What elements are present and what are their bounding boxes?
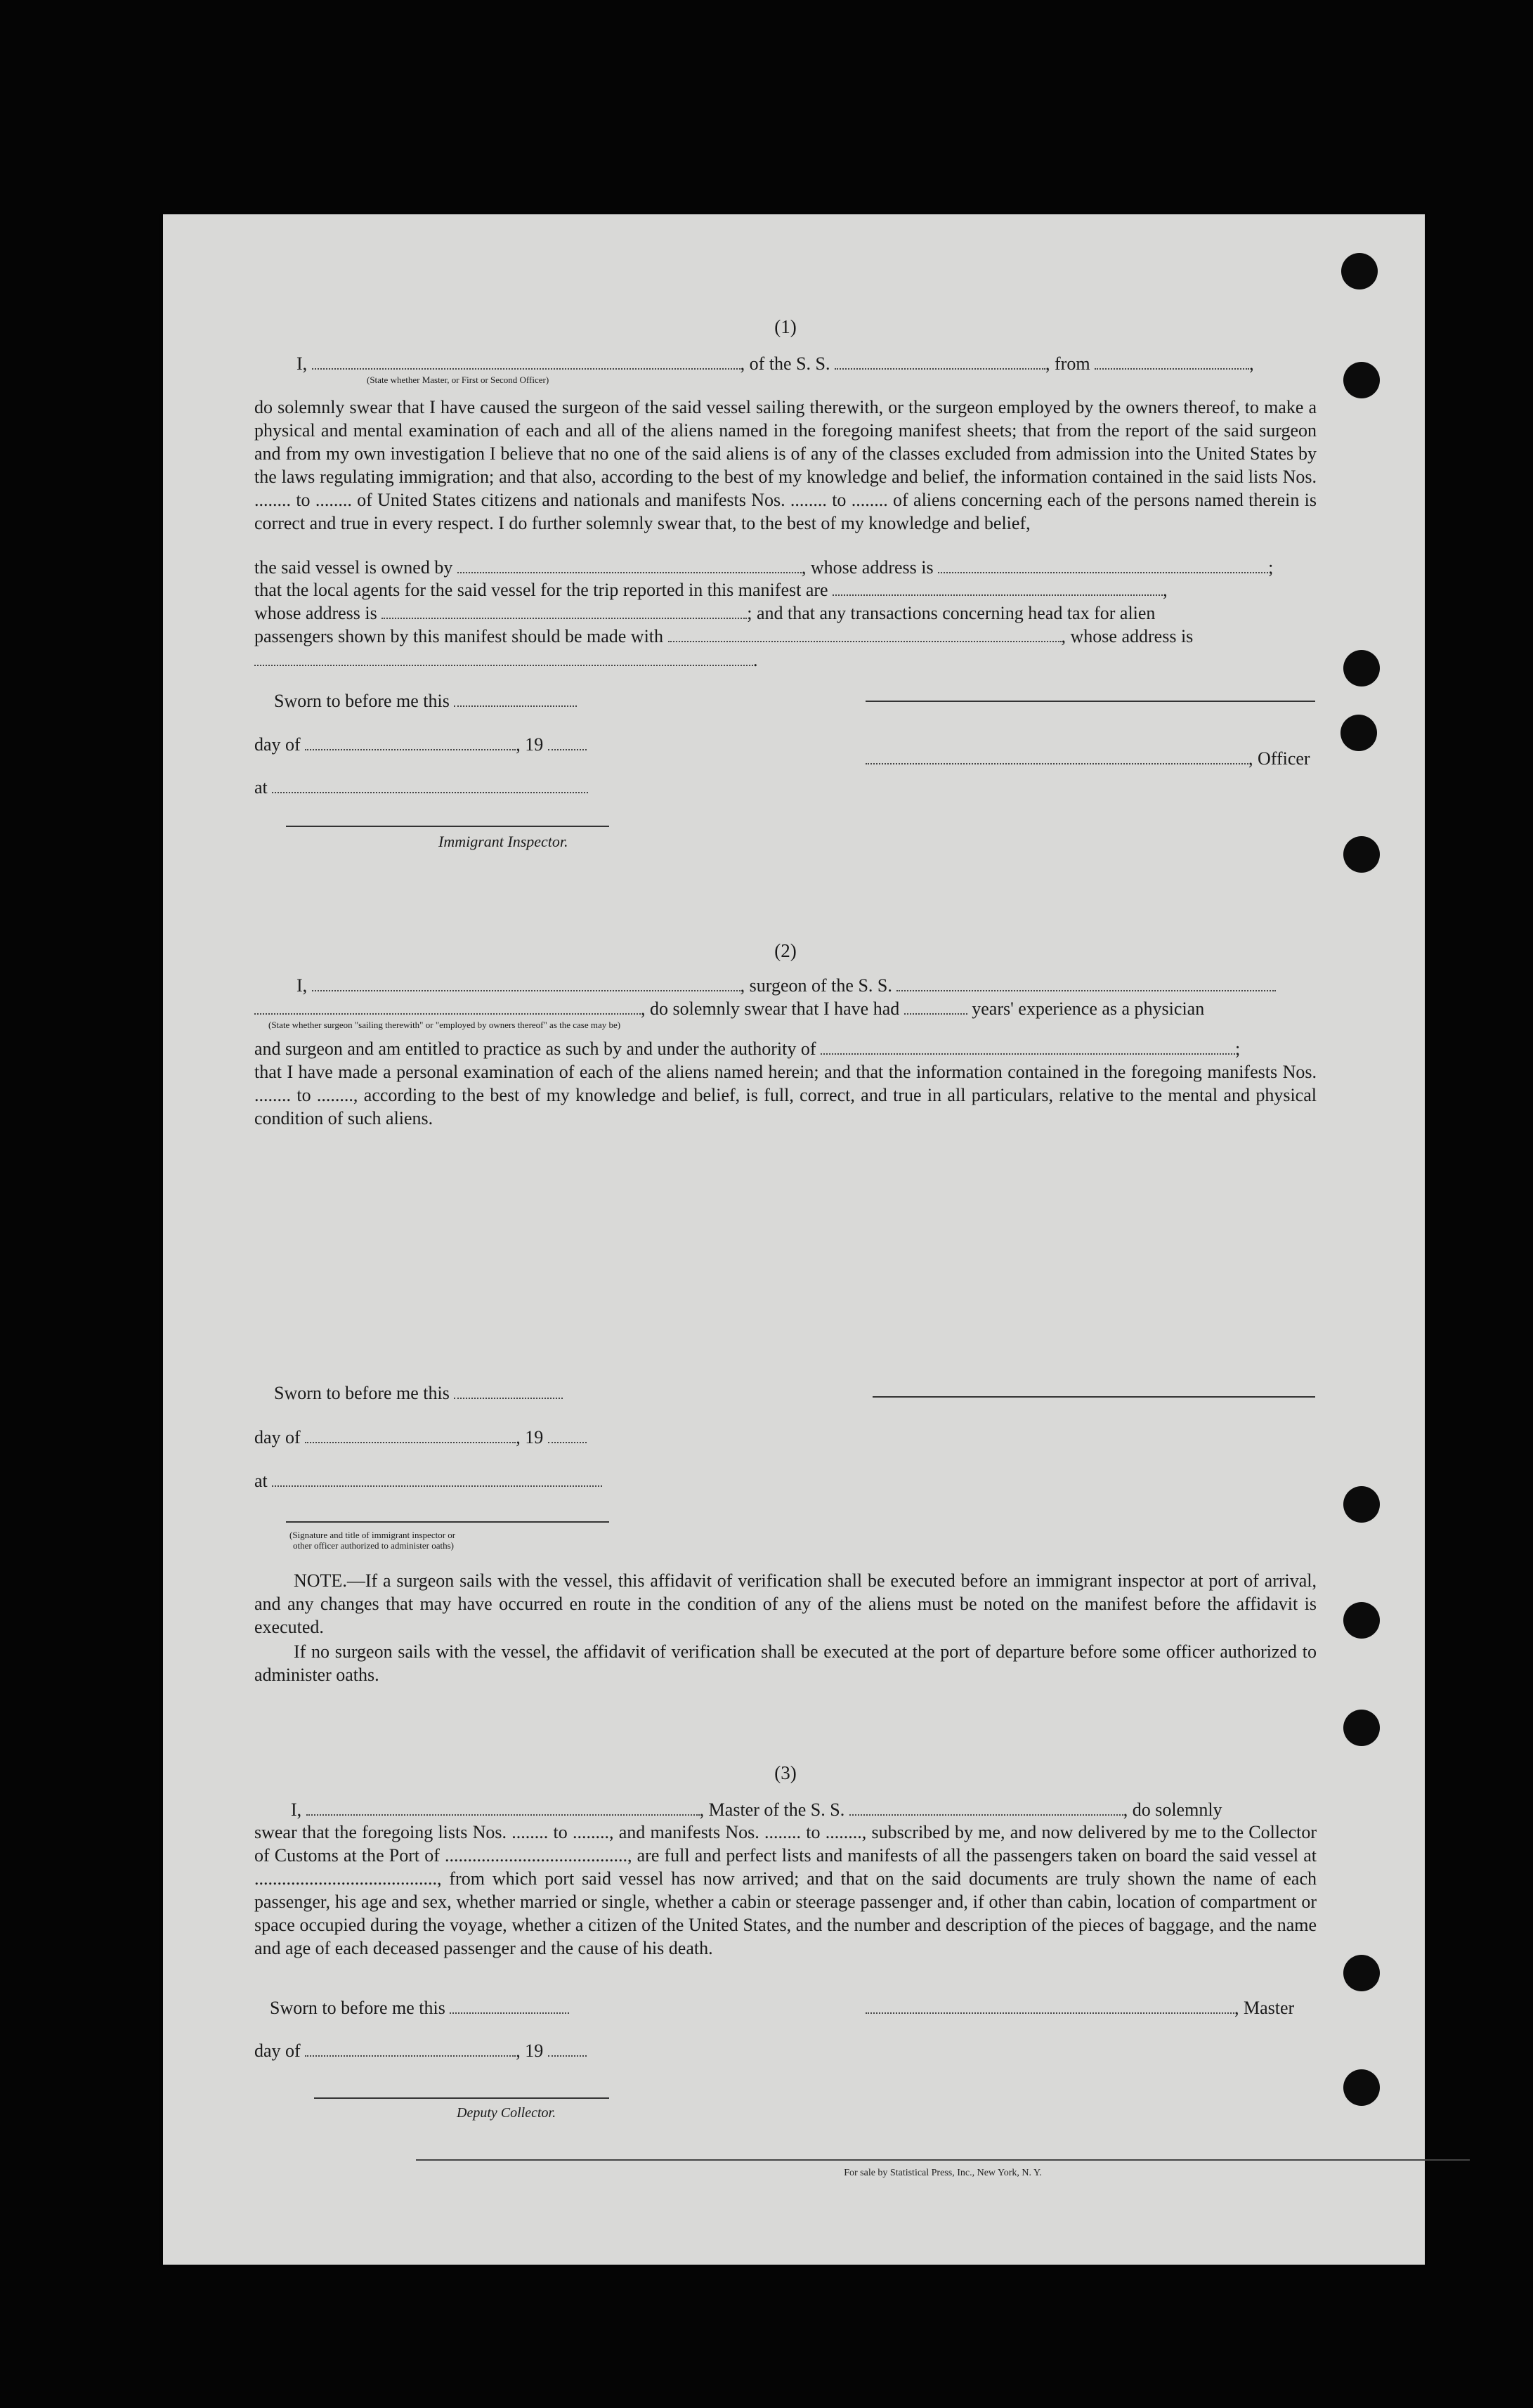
label-day-of: day of — [254, 734, 301, 755]
label-sworn: Sworn to before me this — [274, 691, 450, 711]
binder-hole — [1343, 1955, 1380, 1991]
officer-note: (State whether Master, or First or Second Officer) — [367, 375, 549, 385]
authority-line: and surgeon and am entitled to practice as such by and under the authority of ; — [254, 1039, 1241, 1059]
master-line — [291, 1801, 1222, 1819]
label-of-ss: , of the S. S. — [740, 353, 830, 374]
label-master: , Master — [1234, 1998, 1295, 2018]
binder-hole — [1341, 253, 1378, 289]
label-surgeon-of: , surgeon of the S. S. — [740, 975, 892, 996]
label-year: , 19 — [516, 2041, 544, 2061]
label-sworn: Sworn to before me this — [274, 1383, 450, 1403]
year-blank[interactable] — [548, 1429, 587, 1443]
label-whose-address-is: whose address is — [254, 603, 377, 623]
label-owned-by: the said vessel is owned by — [254, 557, 453, 578]
label-passengers: passengers shown by this manifest should be made with — [254, 626, 664, 646]
section2-paragraph: that I have made a personal examination of each of the aliens named herein; and that the information contained in the foregoing manifests Nos. ........ to ........, according to the best of my knowledge and belief, is full, correct, and true in all particulars, relative to the mental and physical condition of such aliens. — [254, 1062, 1317, 1128]
binder-hole — [1343, 2069, 1380, 2106]
sworn-day-blank[interactable] — [450, 2000, 569, 2014]
master-signature-blank[interactable] — [866, 2000, 1234, 2014]
officer-signature-blank[interactable] — [866, 750, 1248, 764]
years-blank[interactable] — [904, 1001, 967, 1015]
label-day-of: day of — [254, 2041, 301, 2061]
label-authority: and surgeon and am entitled to practice as such by and under the authority of — [254, 1039, 816, 1059]
inspector-caption: Immigrant Inspector. — [438, 833, 568, 850]
binder-hole — [1343, 1710, 1380, 1746]
inspector-signature-line[interactable] — [286, 1521, 609, 1523]
section-number: (1) — [774, 316, 797, 337]
officer-signature-line — [866, 750, 1310, 768]
section1-paragraph: do solemnly swear that I have caused the surgeon of the said vessel sailing therewith, or the surgeon employed by the owners thereof, to make a physical and mental examination of each and all of the aliens named in the foregoing manifest sheets; that from the report of the said surgeon and from my own investigation I believe that no one of the said aliens is of any of the classes excluded from admission into the United States by the laws regulating immigration; and that also, according to the best of my knowledge and belief, the information contained in the said lists Nos. ........ to ........ of United States citizens and nationals and manifests Nos. ........ to ........ of aliens concerning each of the persons named therein is correct and true in every respect. I do further solemnly swear that, to the best of my knowledge and belief, — [254, 397, 1317, 533]
label-i: I, — [296, 353, 308, 374]
label-whose-address-end: , whose address is — [1061, 626, 1194, 646]
section-number: (3) — [774, 1762, 797, 1783]
binder-hole — [1343, 362, 1380, 398]
label-do-solemnly: , do solemnly — [1123, 1800, 1222, 1820]
collector-signature-line[interactable] — [314, 2097, 609, 2099]
label-officer: , Officer — [1248, 748, 1310, 769]
sworn-line — [274, 692, 577, 710]
owner-blank[interactable] — [457, 559, 802, 573]
label-swear: , do solemnly swear that I have had — [641, 998, 900, 1019]
head-tax-address-line: . — [254, 651, 758, 670]
label-i: I, — [296, 975, 308, 996]
master-vessel-blank[interactable] — [849, 1802, 1123, 1816]
label-day-of: day of — [254, 1427, 301, 1447]
at-line — [254, 779, 588, 797]
section-number: (2) — [774, 940, 797, 961]
label-i: I, — [291, 1800, 302, 1820]
surgeon-line — [296, 977, 1276, 995]
surgeon-type-note: (State whether surgeon "sailing therewith" or "employed by owners thereof" as the case may be) — [268, 1020, 621, 1030]
year-blank[interactable] — [548, 736, 587, 750]
day-of-line — [254, 736, 587, 754]
collector-caption: Deputy Collector. — [457, 2105, 556, 2121]
sworn-day-blank[interactable] — [454, 693, 577, 707]
label-years: years' experience as a physician — [972, 998, 1205, 1019]
label-sworn: Sworn to before me this — [270, 1998, 445, 2018]
owned-by-line: the said vessel is owned by , whose address is ; — [254, 557, 1274, 578]
label-comma: , — [1249, 353, 1254, 374]
vessel-name-blank[interactable] — [835, 356, 1045, 370]
note-paragraph-2: If no surgeon sails with the vessel, the affidavit of verification shall be executed at the port of departure before some officer authorized to administer oaths. — [254, 1641, 1317, 1685]
officer-line — [296, 355, 1254, 373]
note-paragraph-1: NOTE.—If a surgeon sails with the vessel, this affidavit of verification shall be executed before an immigrant inspector at port of arrival, and any changes that may have occurred en route in the condition of any of the aliens must be noted on the manifest before the affidavit is executed. — [254, 1570, 1317, 1637]
binder-hole — [1343, 836, 1380, 873]
month-blank[interactable] — [305, 1429, 516, 1443]
label-whose-address: , whose address is — [801, 557, 934, 578]
officer-name-blank[interactable] — [312, 356, 741, 370]
label-year: , 19 — [516, 1427, 544, 1447]
authority-blank[interactable] — [821, 1041, 1235, 1055]
passengers-line — [254, 627, 1193, 646]
surgeon-signature-line[interactable] — [873, 1396, 1315, 1398]
sworn-line — [270, 1999, 569, 2017]
label-from: , from — [1045, 353, 1090, 374]
binder-hole — [1340, 715, 1377, 751]
manifest-affidavit-sheet — [163, 214, 1425, 2265]
label-at: at — [254, 777, 268, 798]
surgeon-type-blank[interactable] — [254, 1001, 641, 1015]
officer-signature-line-1[interactable] — [866, 701, 1315, 702]
binder-hole — [1343, 1602, 1380, 1639]
place-blank[interactable] — [272, 1473, 602, 1487]
surgeon-vessel-blank[interactable] — [896, 977, 1276, 991]
agents-address-line — [254, 604, 1155, 623]
sworn-day-blank[interactable] — [454, 1385, 563, 1399]
footer-rule — [416, 2159, 1470, 2161]
sworn-line — [274, 1384, 563, 1403]
section3-paragraph: swear that the foregoing lists Nos. ........ to ........, and manifests Nos. ........ to ........, subscribed by me, and now delivered by me to the Collector of Customs at the Port of ........................................, are full and perfect lists and manifests of all the passengers taken on board the said vessel at ........................................, from which port said vessel has now arrived; and that on the said documents are truly shown the name of each passenger, his age and sex, whether married or single, whether a cabin or steerage passenger and, if other than cabin, location of compartment or space occupied during the voyage, whether a citizen of the United States, and the number and description of the pieces of baggage, and the name and age of each deceased passenger and the cause of his death. — [254, 1822, 1317, 1958]
label-local-agents: that the local agents for the said vessel for the trip reported in this manifest are — [254, 580, 828, 600]
year-blank[interactable] — [548, 2043, 587, 2057]
local-agents-line: that the local agents for the said vessel for the trip reported in this manifest are , — [254, 580, 1168, 600]
binder-hole — [1343, 1486, 1380, 1523]
binder-hole — [1343, 650, 1380, 686]
head-tax-party-blank[interactable] — [668, 628, 1062, 642]
agents-blank[interactable] — [833, 582, 1163, 596]
at-line — [254, 1472, 602, 1490]
signature-note-2: other officer authorized to administer oaths) — [293, 1540, 454, 1551]
place-blank[interactable] — [272, 779, 588, 793]
surgeon-name-blank[interactable] — [312, 977, 741, 991]
label-year: , 19 — [516, 734, 544, 755]
month-blank[interactable] — [305, 2043, 516, 2057]
owner-address-blank[interactable] — [938, 559, 1268, 573]
master-name-blank[interactable] — [306, 1802, 700, 1816]
month-blank[interactable] — [305, 736, 516, 750]
day-of-line — [254, 1428, 587, 1447]
agents-address-blank[interactable] — [381, 605, 747, 619]
label-head-tax: ; and that any transactions concerning head tax for alien — [747, 603, 1156, 623]
label-master-of: , Master of the S. S. — [699, 1800, 845, 1820]
master-signature-line — [866, 1999, 1294, 2017]
label-at: at — [254, 1471, 268, 1491]
day-of-line — [254, 2042, 587, 2060]
head-tax-address-blank[interactable] — [254, 652, 753, 666]
publisher-footer: For sale by Statistical Press, Inc., New York, N. Y. — [844, 2168, 1042, 2178]
swear-line — [254, 1000, 1204, 1018]
inspector-signature-line[interactable] — [286, 826, 609, 827]
port-from-blank[interactable] — [1095, 356, 1249, 370]
signature-note-1: (Signature and title of immigrant inspector or — [289, 1530, 456, 1540]
